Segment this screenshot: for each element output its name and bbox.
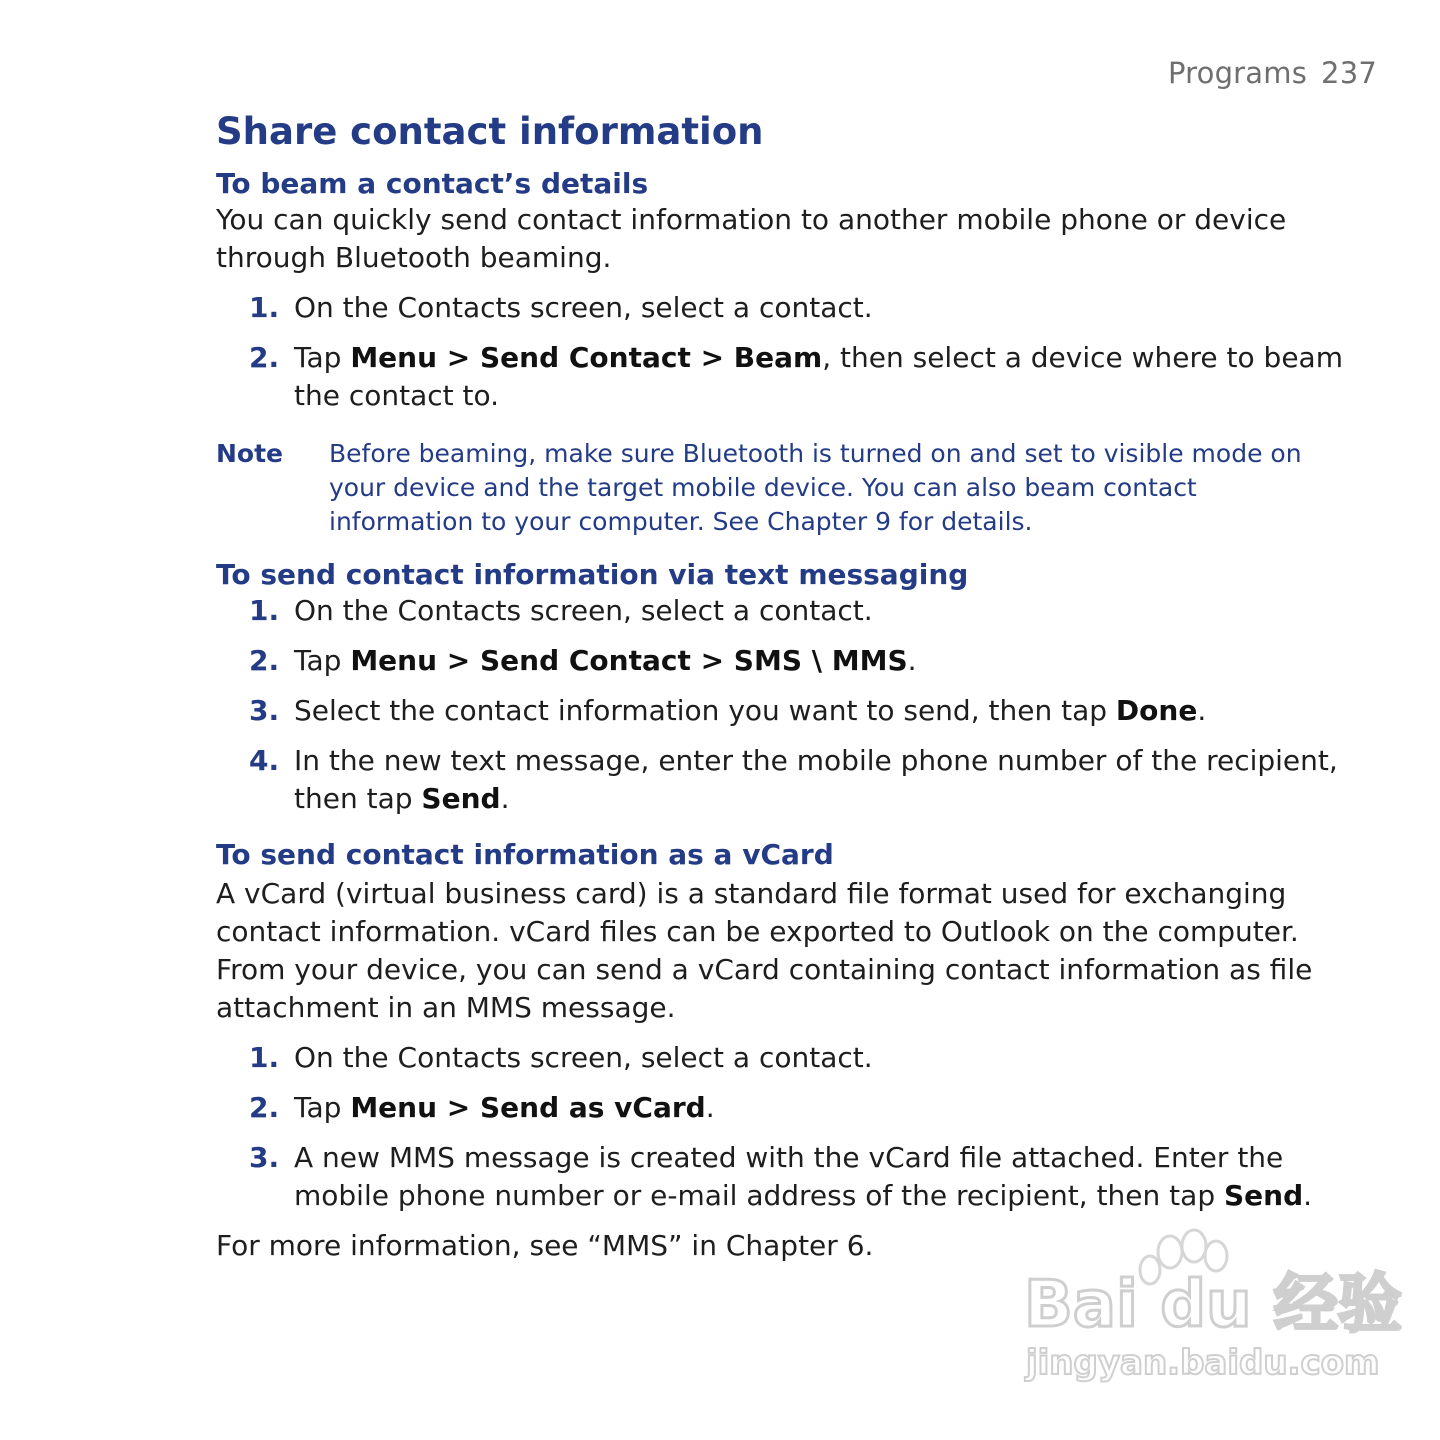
step-text-post: . [907, 644, 917, 677]
step-number: 1. [249, 291, 280, 324]
note-text: Before beaming, make sure Bluetooth is turned on and set to visible mode on your device and the target mobile device. You can also beam contact information to your computer. See Chapter 9 for details. [329, 439, 1302, 536]
step-number: 2. [249, 341, 280, 374]
step-command: Done [1115, 694, 1198, 727]
list-item [216, 692, 1356, 730]
list-item [216, 1089, 1356, 1127]
sms-steps [216, 592, 1356, 818]
step-text: On the Contacts screen, select a contact. [294, 1041, 873, 1074]
step-text-post: . [705, 1091, 715, 1124]
list-item [216, 1039, 1356, 1077]
step-text-pre: Tap [294, 644, 351, 677]
list-item [216, 1139, 1356, 1215]
baidu-watermark-logo [1018, 1222, 1402, 1392]
vcard-intro: A vCard (virtual business card) is a standard file format used for exchanging contact information. vCard files can be exported to Outlook on the computer. From your device, you can send a vCard containing contact information as file attachment in an MMS message. [216, 877, 1313, 1024]
watermark-brand-text: Bai du 经验 [1024, 1268, 1402, 1342]
step-text: On the Contacts screen, select a contact. [294, 594, 873, 627]
step-number: 4. [249, 744, 280, 777]
step-command: Menu > Send as vCard [350, 1091, 706, 1124]
vcard-heading: To send contact information as a vCard [216, 838, 834, 871]
step-number: 2. [249, 1091, 280, 1124]
note-block [216, 437, 1356, 539]
page-content [216, 108, 1356, 1265]
step-text-pre: In the new text message, enter the mobile phone number of the recipient, then tap [294, 744, 1338, 815]
watermark-url-text: jingyan.baidu.com [1026, 1343, 1380, 1383]
beam-intro: You can quickly send contact information to another mobile phone or device through Bluetooth beaming. [216, 203, 1287, 274]
step-number: 1. [249, 594, 280, 627]
step-command: Send [1224, 1179, 1304, 1212]
step-command: Menu > Send Contact > SMS \ MMS [350, 644, 908, 677]
beam-heading: To beam a contact’s details [216, 167, 649, 200]
step-number: 2. [249, 644, 280, 677]
footer-text: For more information, see “MMS” in Chapter 6. [216, 1229, 874, 1262]
step-number: 3. [249, 1141, 280, 1174]
list-item [216, 742, 1356, 818]
step-command: Send [421, 782, 501, 815]
page-title: Share contact information [216, 110, 764, 153]
step-text: On the Contacts screen, select a contact. [294, 291, 873, 324]
list-item [216, 592, 1356, 630]
step-command: Menu > Send Contact > Beam [350, 341, 823, 374]
step-text-pre: A new MMS message is created with the vCard file attached. Enter the mobile phone number or e-mail address of the recipient, then tap [294, 1141, 1284, 1212]
section-name: Programs [1167, 56, 1308, 90]
vcard-steps [216, 1039, 1356, 1215]
sms-heading: To send contact information via text messaging [216, 558, 969, 591]
step-text-post: . [1197, 694, 1207, 727]
step-text-post: . [500, 782, 510, 815]
list-item [216, 339, 1356, 415]
beam-steps [216, 289, 1356, 415]
note-label: Note [216, 439, 284, 468]
step-text-pre: Select the contact information you want to send, then tap [294, 694, 1116, 727]
step-text-pre: Tap [294, 341, 351, 374]
step-text-post: . [1303, 1179, 1313, 1212]
list-item [216, 289, 1356, 327]
step-text-post: , then select a device where to beam the contact to. [294, 341, 1343, 412]
page-header [1168, 56, 1377, 90]
page-number: 237 [1321, 56, 1377, 90]
step-number: 3. [249, 694, 280, 727]
step-text-pre: Tap [294, 1091, 351, 1124]
step-number: 1. [249, 1041, 280, 1074]
list-item [216, 642, 1356, 680]
